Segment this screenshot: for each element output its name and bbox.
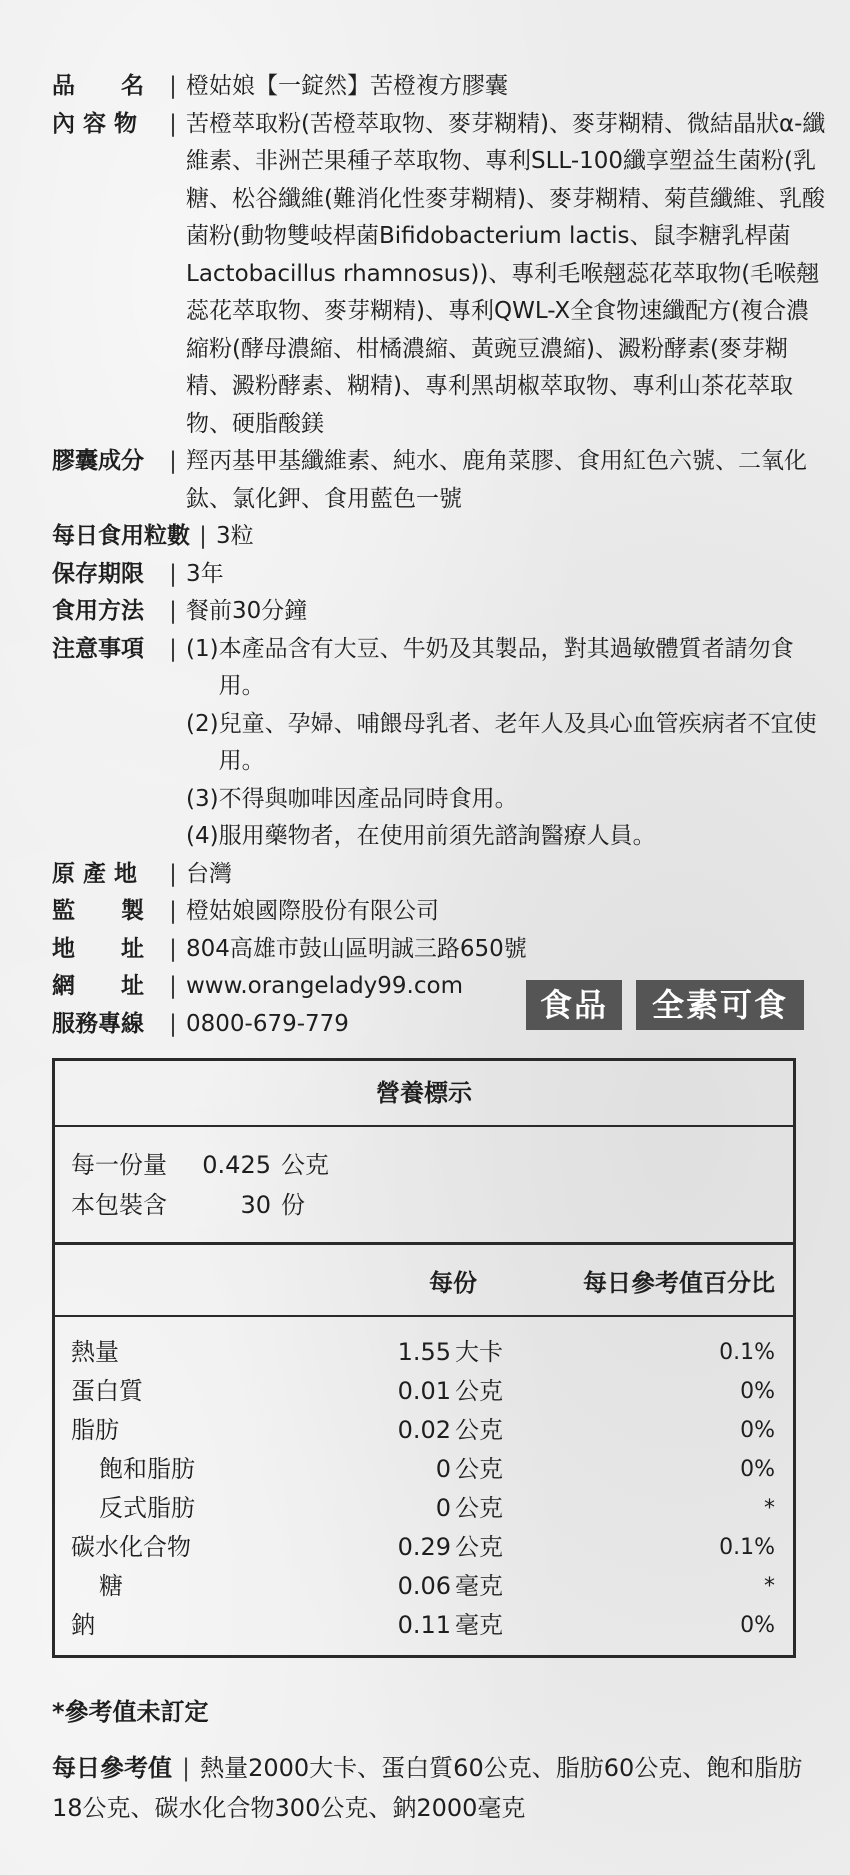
separator: | — [182, 1754, 191, 1782]
nutrient-amount: 0.11 — [397, 1611, 451, 1639]
nutrient-name: 糖 — [99, 1572, 123, 1600]
table-row — [55, 1411, 793, 1450]
nutrient-unit: 公克 — [455, 1416, 503, 1444]
list-item — [186, 818, 832, 856]
spec-value: 3粒 — [216, 523, 254, 549]
daily-ref-label: 每日參考值 — [52, 1754, 172, 1782]
badges — [526, 980, 804, 1030]
col-per-serving: 每份 — [429, 1269, 477, 1297]
separator: | — [169, 73, 177, 99]
nutrient-amount: 0.01 — [397, 1377, 451, 1405]
nutrient-name: 脂肪 — [71, 1416, 119, 1444]
spec-label: 網 址 — [52, 973, 144, 999]
nutrient-pct: 0.1% — [719, 1535, 775, 1560]
nutrient-unit: 大卡 — [455, 1338, 503, 1366]
spec-label: 品 名 — [52, 73, 144, 99]
spec-label: 原 產 地 — [52, 860, 138, 887]
spec-row-daily-count — [52, 518, 832, 556]
servings-label: 本包裝含 — [71, 1191, 167, 1219]
spec-label: 膠囊成分 — [52, 448, 144, 474]
separator: | — [169, 860, 177, 887]
note-number: (1) — [186, 635, 219, 662]
separator: | — [169, 898, 177, 924]
table-row — [55, 1333, 793, 1372]
nutrient-unit: 公克 — [455, 1494, 503, 1522]
spec-label: 保存期限 — [52, 560, 144, 587]
website-link[interactable]: www.orangelady99.com — [186, 973, 463, 999]
spec-row-supervisor — [52, 893, 832, 931]
note-number: (2) — [186, 710, 219, 737]
nutrition-header — [55, 1245, 793, 1317]
spec-row-ingredients — [52, 106, 832, 444]
list-item — [186, 706, 832, 781]
servings-unit: 份 — [281, 1191, 305, 1219]
nutrient-unit: 毫克 — [455, 1572, 503, 1600]
nutrition-rows — [55, 1317, 793, 1645]
note-number: (3) — [186, 785, 219, 812]
daily-reference — [52, 1748, 812, 1828]
table-row — [55, 1489, 793, 1528]
separator: | — [169, 560, 177, 587]
list-item — [186, 631, 832, 706]
spec-value: 橙姑娘國際股份有限公司 — [186, 898, 439, 924]
nutrient-unit: 公克 — [455, 1455, 503, 1483]
nutrient-amount: 0.02 — [397, 1416, 451, 1444]
note-number: (4) — [186, 823, 219, 849]
nutrient-name: 熱量 — [71, 1338, 119, 1366]
list-item — [186, 781, 832, 819]
spec-row-usage — [52, 593, 832, 631]
nutrient-name: 反式脂肪 — [99, 1494, 195, 1522]
nutrient-pct: 0% — [740, 1379, 775, 1404]
note-text: 本產品含有大豆、牛奶及其製品，對其過敏體質者請勿食用。 — [218, 635, 794, 699]
separator: | — [169, 635, 177, 662]
food-badge: 食品 — [526, 980, 622, 1030]
separator: | — [169, 935, 177, 962]
separator: | — [169, 1010, 177, 1037]
spec-label: 監 製 — [52, 898, 144, 924]
daily-ref-text: 熱量2000大卡、蛋白質60公克、脂肪60公克、飽和脂肪18公克、碳水化合物300公克、鈉2000毫克 — [52, 1754, 803, 1822]
spec-row-capsule — [52, 443, 832, 518]
nutrient-unit: 毫克 — [455, 1611, 503, 1639]
spec-value: 台灣 — [186, 860, 232, 887]
note-text: 兒童、孕婦、哺餵母乳者、老年人及具心血管疾病者不宜使用。 — [218, 710, 817, 774]
serving-size-unit: 公克 — [281, 1151, 329, 1179]
table-row — [55, 1528, 793, 1567]
nutrient-amount: 0 — [435, 1455, 451, 1483]
serving-size-value: 0.425 — [202, 1151, 271, 1179]
separator: | — [199, 523, 207, 549]
spec-row-notes — [52, 631, 832, 856]
nutrient-amount: 1.55 — [397, 1338, 451, 1366]
note-text: 服用藥物者，在使用前須先諮詢醫療人員。 — [218, 823, 656, 849]
note-text: 不得與咖啡因產品同時食用。 — [218, 785, 518, 812]
spec-value: 804高雄市鼓山區明誠三路650號 — [186, 935, 527, 962]
table-row — [55, 1606, 793, 1645]
separator: | — [169, 973, 177, 999]
spec-label: 地 址 — [52, 935, 144, 962]
nutrient-name: 蛋白質 — [71, 1377, 143, 1405]
spec-label: 內 容 物 — [52, 110, 138, 137]
serving-size — [71, 1145, 777, 1185]
spec-row-product-name — [52, 68, 832, 106]
serving-size-label: 每一份量 — [71, 1151, 167, 1179]
nutrient-amount: 0 — [435, 1494, 451, 1522]
nutrient-pct: 0.1% — [719, 1340, 775, 1365]
spec-label: 注意事項 — [52, 635, 144, 662]
spec-label: 食用方法 — [52, 598, 144, 624]
product-spec — [52, 68, 832, 1043]
spec-row-shelf-life — [52, 556, 832, 594]
nutrient-name: 碳水化合物 — [71, 1533, 191, 1561]
separator: | — [169, 598, 177, 624]
spec-value: 3年 — [186, 560, 224, 587]
spec-value: 橙姑娘【一錠然】苦橙複方膠囊 — [186, 73, 508, 99]
spec-row-address — [52, 931, 832, 969]
table-row — [55, 1567, 793, 1606]
nutrient-amount: 0.29 — [397, 1533, 451, 1561]
nutrition-title: 營養標示 — [55, 1061, 793, 1127]
nutrient-unit: 公克 — [455, 1533, 503, 1561]
spec-value: 羥丙基甲基纖維素、純水、鹿角菜膠、食用紅色六號、二氧化鈦、氯化鉀、食用藍色一號 — [186, 448, 807, 512]
table-row — [55, 1372, 793, 1411]
footnote: *參考值未訂定 — [52, 1698, 209, 1726]
nutrient-amount: 0.06 — [397, 1572, 451, 1600]
nutrient-name: 鈉 — [71, 1611, 95, 1639]
nutrient-pct: 0% — [740, 1457, 775, 1482]
spec-value: 餐前30分鐘 — [186, 598, 308, 624]
phone-number: 0800-679-779 — [186, 1010, 349, 1037]
nutrient-pct: 0% — [740, 1418, 775, 1443]
nutrient-pct: * — [764, 1496, 775, 1521]
servings-per-package — [71, 1185, 777, 1225]
spec-row-origin — [52, 856, 832, 894]
spec-label: 服務專線 — [52, 1010, 144, 1037]
separator: | — [169, 110, 177, 137]
notes-list — [186, 631, 832, 856]
spec-label: 每日食用粒數 — [52, 523, 190, 549]
nutrient-unit: 公克 — [455, 1377, 503, 1405]
vegetarian-badge: 全素可食 — [636, 980, 804, 1030]
spec-value: 苦橙萃取粉(苦橙萃取物、麥芽糊精)、麥芽糊精、微結晶狀α-纖維素、非洲芒果種子萃取物、專利SLL-100纖享塑益生菌粉(乳糖、松谷纖維(難消化性麥芽糊精)、麥芽糊精、菊苣纖維、乳酸菌粉(動物雙岐桿菌Bifidobacterium lactis、鼠李糖乳桿菌Lactobacillus rhamnosus))、專利毛喉翹蕊花萃取物(毛喉翹蕊花萃取物、麥芽糊精)、專利QWL-X全食物速纖配方(複合濃縮粉(酵母濃縮、柑橘濃縮、黃豌豆濃縮)、澱粉酵素(麥芽糊精、澱粉酵素、糊精)、專利黑胡椒萃取物、專利山茶花萃取物、硬脂酸鎂 — [186, 110, 826, 437]
nutrition-table — [52, 1058, 796, 1658]
nutrient-pct: * — [764, 1574, 775, 1599]
serving-info — [55, 1127, 793, 1245]
nutrient-name: 飽和脂肪 — [99, 1455, 195, 1483]
servings-value: 30 — [240, 1191, 271, 1219]
separator: | — [169, 448, 177, 474]
col-daily-pct: 每日參考值百分比 — [583, 1269, 775, 1297]
table-row — [55, 1450, 793, 1489]
nutrient-pct: 0% — [740, 1613, 775, 1638]
